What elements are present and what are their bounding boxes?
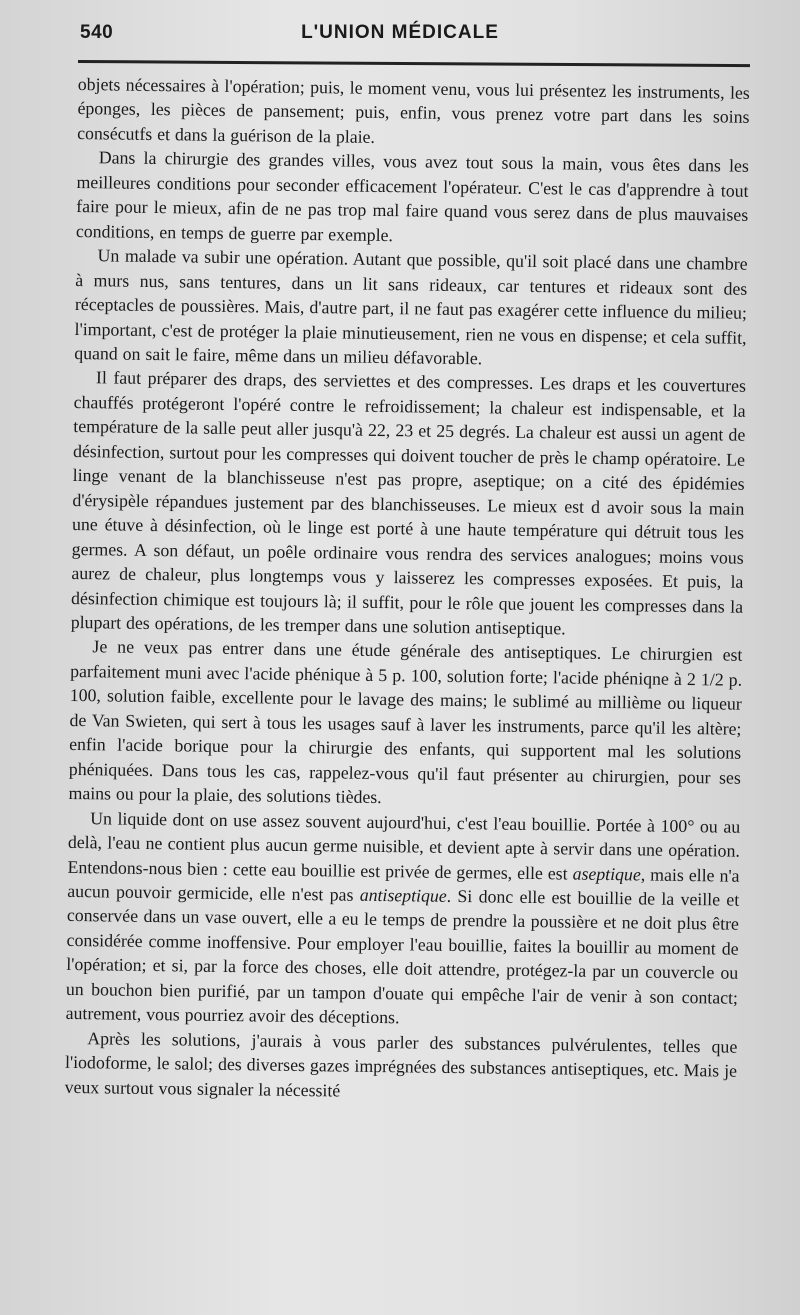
paragraph-3: Un malade va subir une opération. Autant que possible, qu'il soit placé dans une chambre à murs nus, sans tentures, dans un lit sans rideaux, car tentures et rideaux sont des réceptacles de poussières. Mais, d'autre part, il ne faut pas exagérer cette influence du milieu; l'important, c'est de protéger la plaie minutieusement, rien ne vous en dispense; et cela suffit, quand on sait le faire, même dans un milieu défavorable. — [74, 245, 748, 369]
paragraph-4: Il faut préparer des draps, des serviettes et des compresses. Les draps et les couvertures chauffés protégeront l'opéré contre le refroidissement; la chaleur est indispensable, et la température de la salle peut aller jusqu'à 22, 23 et 25 degrés. La chaleur est aussi un agent de désinfection, surtout pour les compresses qui doivent toucher de près le champ opératoire. Le linge venant de la blanchisseuse n'est pas propre, aseptique; on a cité des épidémies d'érysipèle répandues justement par des blanchisseuses. Le mieux est d avoir sous la main une étuve à désinfection, où le linge est porté à une haute température qui détruit tous les germes. A son défaut, un poêle ordinaire vous rendra des services analogues; moins vous aurez de chaleur, plus longtemps vous y laisserez les compresses exposées. Et puis, la désinfection chimique est toujours là; il suffit, pour le rôle que jouent les compresses dans la plupart des opérations, de les tremper dans une solution antiseptique. — [70, 367, 747, 639]
paragraph-6-part-2: , mais elle n'a aucun pouvoir germicide, elle n'est pas — [67, 863, 740, 905]
page-number: 540 — [80, 22, 114, 43]
paragraph-6-part-3: . Si donc elle est bouillie de la veille et conservée dans un vase ouvert, elle a eu le temps de prendre la poussière et ne doit plus être considérée comme inoffensive. Pour employer l'eau bouillie, faites la bouillir au moment de l'opération; et si, par la force des choses, elle doit attendre, protégez-la par un couvercle ou un bouchon bien purifié, par un tampon d'ouate qui empêche l'air de venir à son contact; autrement, vous pourriez avoir des déceptions. — [65, 885, 740, 1028]
body-text — [65, 72, 750, 1108]
running-title: L'UNION MÉDICALE — [301, 22, 499, 43]
paragraph-7: Après les solutions, j'aurais à vous parler des substances pulvérulentes, telles que l'iodoforme, le salol; des diverses gazes imprégnées des substances antiseptiques, etc. Mais je veux surtout vous signaler la nécessité — [64, 1027, 738, 1101]
paragraph-6-part-1: Un liquide dont on use assez souvent aujourd'hui, c'est l'eau bouillie. Portée à 100° ou au delà, l'eau ne contient plus aucun germe nuisible, et devient apte à servir dans une opération. Entendons-nous bien : cette eau bouillie est privée de germes, elle est — [67, 807, 741, 884]
paragraph-5: Je ne veux pas entrer dans une étude générale des antiseptiques. Le chirurgien est parfaitement muni avec l'acide phénique à 5 p. 100, solution forte; l'acide phéniqne à 2 1/2 p. 100, solution faible, excellente pour le lavage des mains; le sublimé au millième ou liqueur de Van Swieten, qui sert à tous les usages sauf à laver les instruments, parce qu'il les altère; enfin l'acide borique pour la chirurgie des enfants, qui supportent mal les solutions phéniquées. Dans tous les cas, rappelez-vous qu'il faut présenter au chirurgien, pour ses mains ou pour la plaie, des solutions tièdes. — [68, 636, 743, 808]
paragraph-1: objets nécessaires à l'opération; puis, le moment venu, vous lui présentez les instruments, les éponges, les pièces de pansement; puis, enfin, vous prenez votre part dans les soins consécutfs et dans la guérison de la plaie. — [77, 73, 750, 147]
page-header — [0, 0, 800, 60]
italic-antiseptique: antiseptique — [359, 884, 447, 906]
paragraph-6 — [66, 806, 741, 1035]
italic-aseptique: aseptique — [572, 863, 641, 884]
header-rule — [78, 60, 750, 67]
paragraph-2: Dans la chirurgie des grandes villes, vous avez tout sous la main, vous êtes dans les meilleures conditions pour seconder efficacement l'opérateur. C'est le cas d'apprendre à tout faire pour le mieux, afin de ne pas trop mal faire quand vous serez dans de plus mauvaises conditions, en temps de guerre par exemple. — [75, 147, 749, 245]
